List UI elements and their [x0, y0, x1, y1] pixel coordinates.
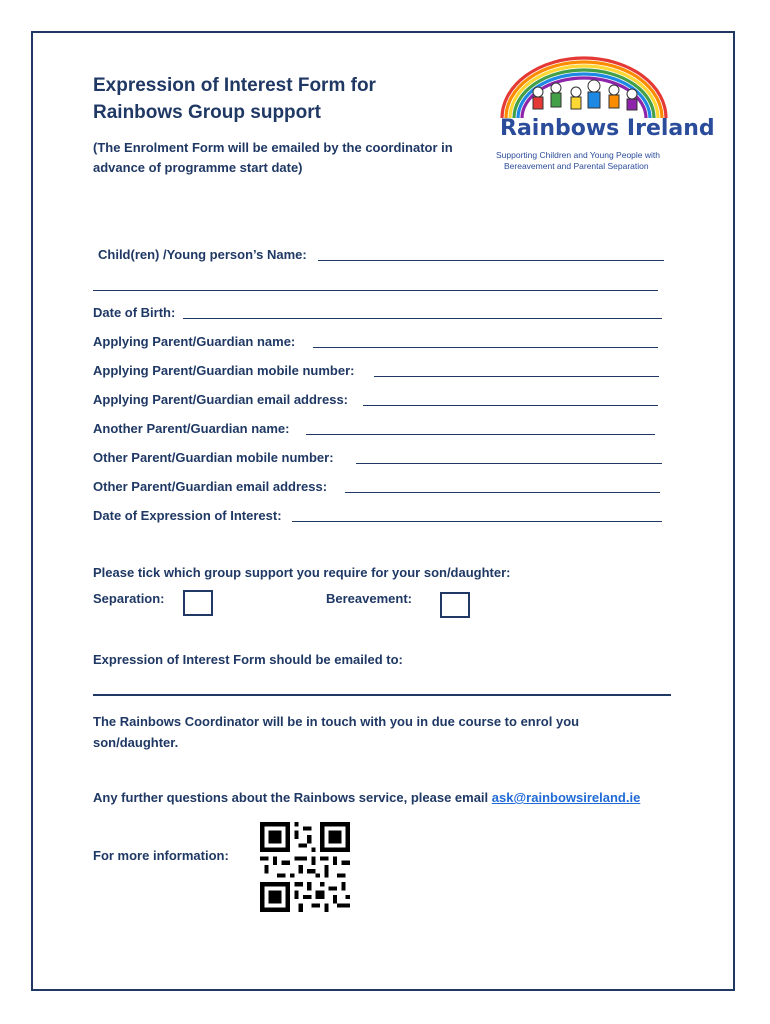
- qr-code-icon[interactable]: [260, 822, 350, 912]
- field-label-date-of-interest: Date of Expression of Interest:: [93, 508, 282, 523]
- contact-email-link[interactable]: ask@rainbowsireland.ie: [491, 790, 641, 805]
- child-name-input-continued[interactable]: [93, 276, 658, 291]
- field-label-parent-name: Applying Parent/Guardian name:: [93, 334, 296, 349]
- logo-tagline: [496, 150, 660, 172]
- field-label-another-parent-name: Another Parent/Guardian name:: [93, 421, 290, 436]
- logo-wordmark: Rainbows Ireland: [500, 116, 715, 141]
- questions-text: Any further questions about the Rainbows service, please email: [93, 790, 489, 805]
- another-parent-name-input[interactable]: [306, 420, 655, 435]
- coordinator-note-line-1: The Rainbows Coordinator will be in touch with you in due course to enrol you: [93, 714, 580, 729]
- bereavement-label: Bereavement:: [326, 591, 412, 606]
- field-label-other-parent-email: Other Parent/Guardian email address:: [93, 479, 328, 494]
- field-label-parent-email: Applying Parent/Guardian email address:: [93, 392, 349, 407]
- title-line-1: Expression of Interest Form for: [93, 75, 376, 96]
- parent-email-input[interactable]: [363, 391, 658, 406]
- date-of-birth-input[interactable]: [183, 304, 662, 319]
- parent-name-input[interactable]: [313, 333, 658, 348]
- subtitle-line-2: advance of programme start date): [93, 160, 303, 175]
- other-parent-email-input[interactable]: [345, 478, 660, 493]
- logo-tagline-line-2: Bereavement and Parental Separation: [504, 161, 649, 171]
- more-info-label: For more information:: [93, 848, 229, 863]
- child-name-input[interactable]: [318, 246, 664, 261]
- field-label-parent-mobile: Applying Parent/Guardian mobile number:: [93, 363, 355, 378]
- coordinator-note: [93, 711, 579, 753]
- field-label-child-name: Child(ren) /Young person’s Name:: [98, 247, 307, 262]
- title-line-2: Rainbows Group support: [93, 102, 321, 123]
- separation-label: Separation:: [93, 591, 165, 606]
- field-label-other-parent-mobile: Other Parent/Guardian mobile number:: [93, 450, 334, 465]
- field-label-date-of-birth: Date of Birth:: [93, 305, 176, 320]
- date-of-interest-input[interactable]: [292, 507, 662, 522]
- group-support-prompt: Please tick which group support you require for your son/daughter:: [93, 565, 511, 580]
- form-title: [93, 72, 473, 126]
- subtitle-line-1: (The Enrolment Form will be emailed by the coordinator in: [93, 140, 453, 155]
- email-to-label: Expression of Interest Form should be emailed to:: [93, 652, 403, 667]
- other-parent-mobile-input[interactable]: [356, 449, 662, 464]
- bereavement-checkbox[interactable]: [440, 592, 470, 618]
- email-to-input[interactable]: [93, 680, 671, 696]
- coordinator-note-line-2: son/daughter.: [93, 735, 179, 750]
- form-subtitle: [93, 138, 493, 178]
- logo-tagline-line-1: Supporting Children and Young People with: [496, 150, 660, 160]
- rainbows-ireland-logo: [490, 56, 715, 178]
- questions-line: [93, 789, 640, 807]
- parent-mobile-input[interactable]: [374, 362, 659, 377]
- separation-checkbox[interactable]: [183, 590, 213, 616]
